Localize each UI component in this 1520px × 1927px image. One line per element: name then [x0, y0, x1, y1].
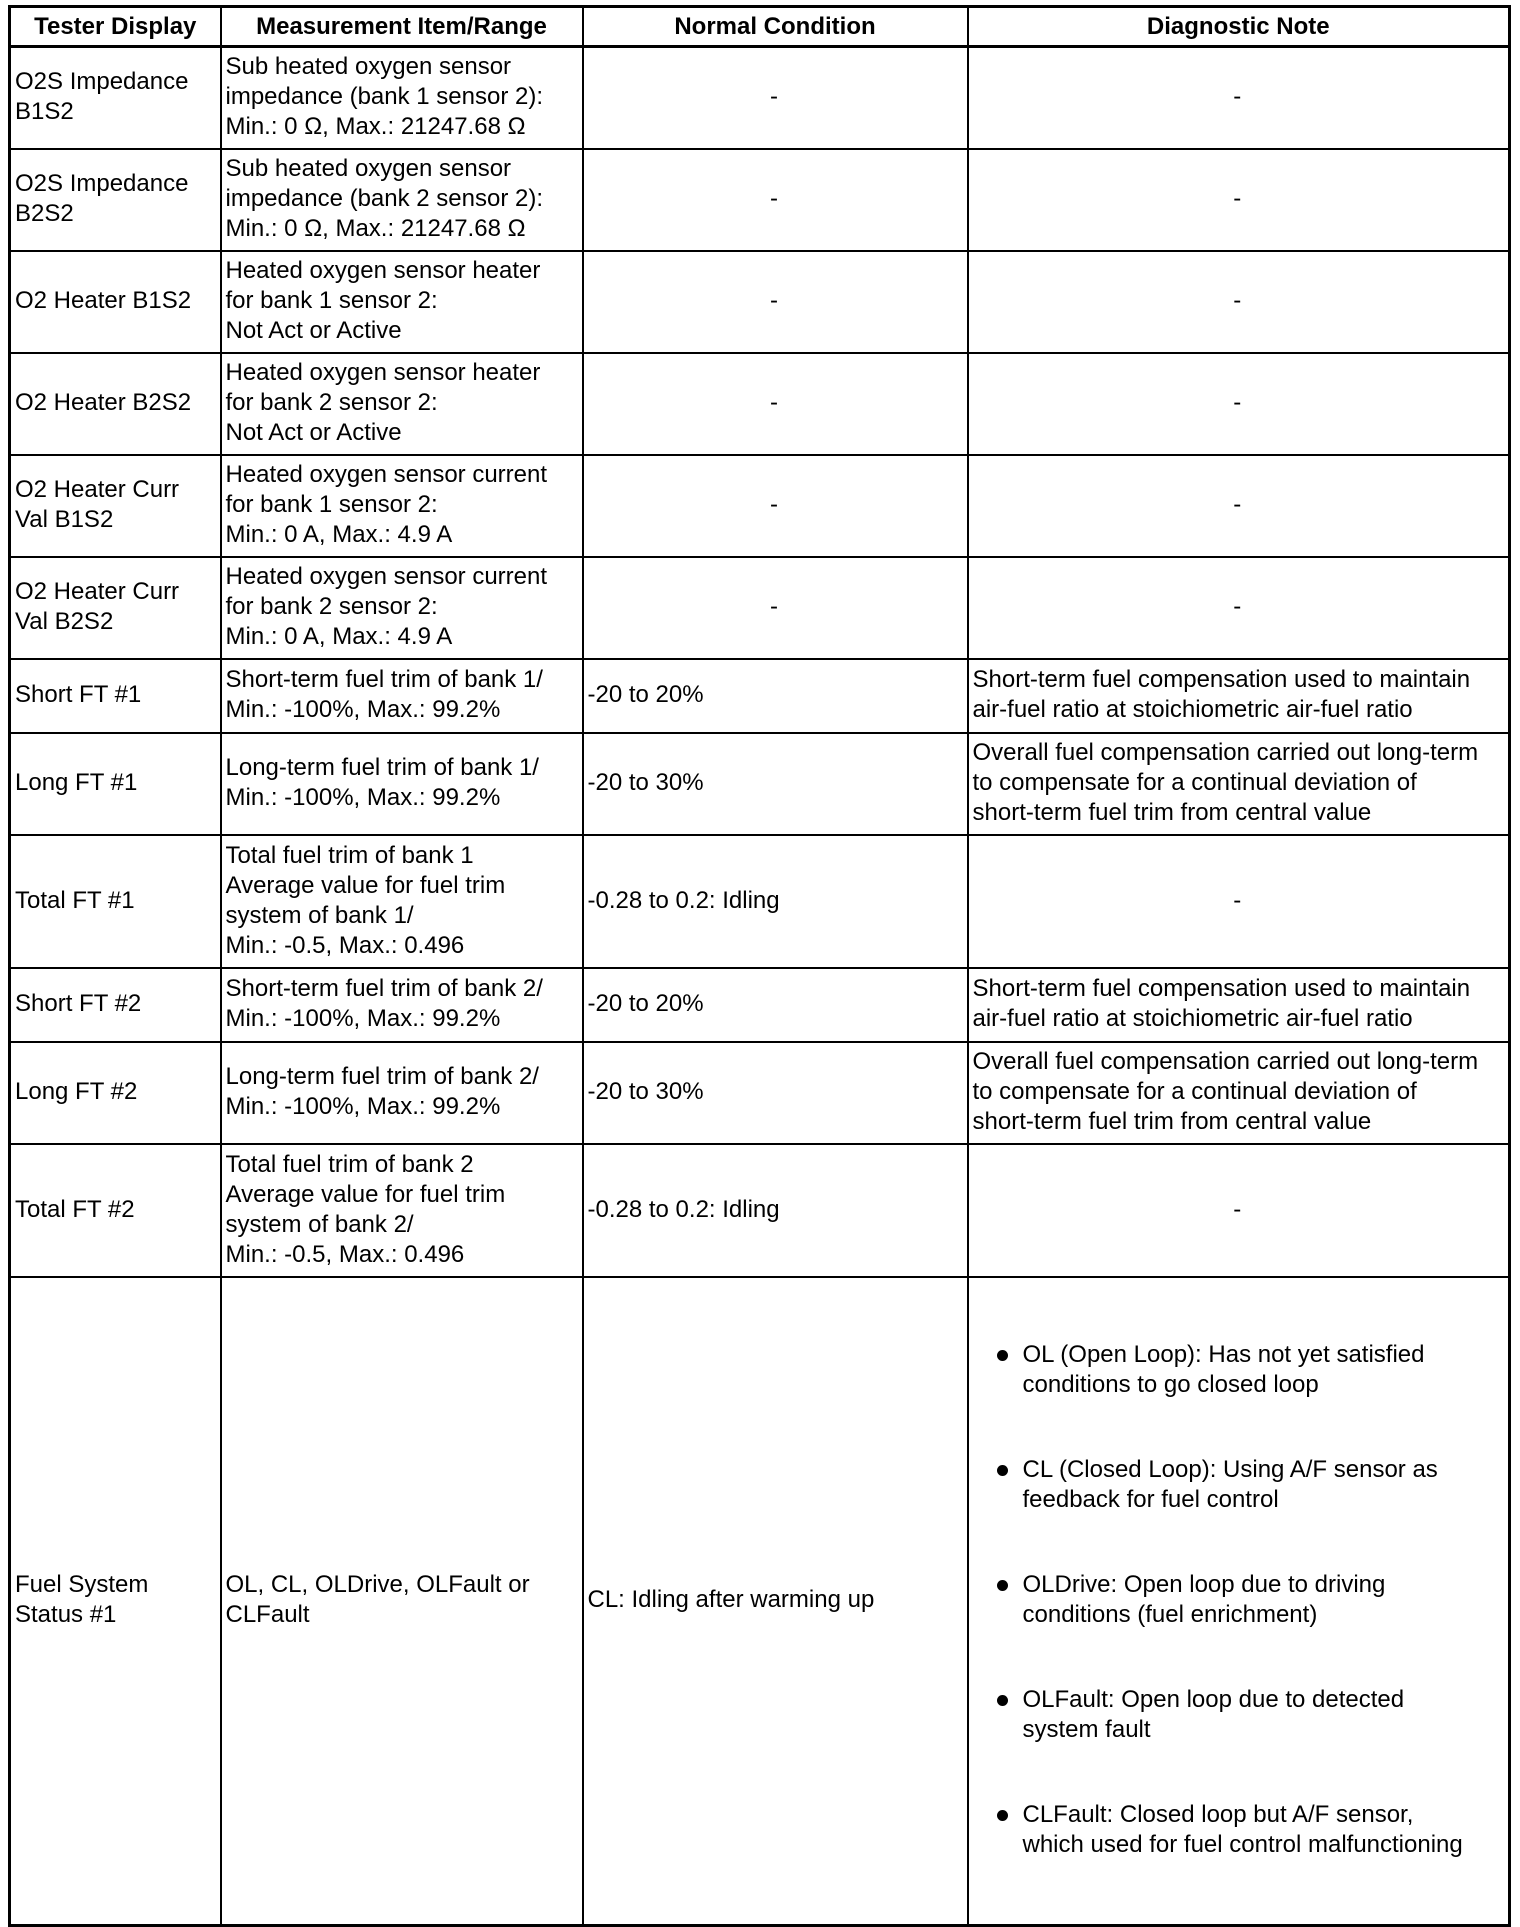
normal-condition-cell: -	[583, 47, 968, 150]
list-item-text: OLDrive: Open loop due to driving conditions (fuel enrichment)	[1022, 1571, 1386, 1628]
measurement-item-cell: Heated oxygen sensor heater for bank 1 sensor 2: Not Act or Active	[221, 251, 583, 353]
normal-condition-cell: CL: Idling after warming up	[583, 1277, 968, 1926]
list-item-text: CL (Closed Loop): Using A/F sensor as feedback for fuel control	[1022, 1456, 1438, 1513]
tester-display-cell: Total FT #1	[10, 835, 221, 968]
diagnostic-note-cell: -	[968, 455, 1510, 557]
diagnostic-note-cell: -	[968, 353, 1510, 455]
measurement-item-cell: Long-term fuel trim of bank 2/ Min.: -100%, Max.: 99.2%	[221, 1042, 583, 1144]
header-diagnostic-note: Diagnostic Note	[968, 7, 1510, 47]
diagnostic-note-cell: Short-term fuel compensation used to maintain air-fuel ratio at stoichiometric air-fuel ratio	[968, 968, 1510, 1042]
measurement-item-cell: Short-term fuel trim of bank 2/ Min.: -100%, Max.: 99.2%	[221, 968, 583, 1042]
tester-display-cell: O2S Impedance B1S2	[10, 47, 221, 150]
normal-condition-cell: -	[583, 149, 968, 251]
header-normal-condition: Normal Condition	[583, 7, 968, 47]
measurement-item-cell: Total fuel trim of bank 2 Average value for fuel trim system of bank 2/ Min.: -0.5, Max.: 0.496	[221, 1144, 583, 1277]
measurement-item-cell: OL, CL, OLDrive, OLFault or CLFault	[221, 1277, 583, 1926]
table-row	[10, 149, 1510, 251]
table-row	[10, 968, 1510, 1042]
measurement-item-cell: Short-term fuel trim of bank 1/ Min.: -100%, Max.: 99.2%	[221, 659, 583, 733]
list-item	[981, 1340, 1503, 1400]
list-item	[981, 1685, 1503, 1745]
bullet-dot-icon	[997, 1350, 1008, 1361]
diagnostic-note-cell	[968, 1277, 1510, 1926]
bullet-dot-icon	[997, 1465, 1008, 1476]
bullet-dot-icon	[997, 1580, 1008, 1591]
diagnostic-note-cell: -	[968, 251, 1510, 353]
bullet-dot-icon	[997, 1810, 1008, 1821]
normal-condition-cell: -20 to 20%	[583, 659, 968, 733]
tester-display-cell: O2 Heater Curr Val B2S2	[10, 557, 221, 659]
table-row	[10, 353, 1510, 455]
normal-condition-cell: -0.28 to 0.2: Idling	[583, 835, 968, 968]
normal-condition-cell: -0.28 to 0.2: Idling	[583, 1144, 968, 1277]
diagnostic-data-table	[8, 5, 1511, 1927]
fuel-system-status-list	[973, 1310, 1503, 1890]
normal-condition-cell: -20 to 20%	[583, 968, 968, 1042]
table-row	[10, 733, 1510, 835]
table-row	[10, 557, 1510, 659]
measurement-item-cell: Heated oxygen sensor current for bank 2 sensor 2: Min.: 0 A, Max.: 4.9 A	[221, 557, 583, 659]
measurement-item-cell: Sub heated oxygen sensor impedance (bank 1 sensor 2): Min.: 0 Ω, Max.: 21247.68 Ω	[221, 47, 583, 150]
diagnostic-note-cell: Overall fuel compensation carried out long-term to compensate for a continual deviation of short-term fuel trim from central value	[968, 1042, 1510, 1144]
list-item-text: CLFault: Closed loop but A/F sensor, which used for fuel control malfunctioning	[1022, 1801, 1463, 1858]
diagnostic-data-table-sheet	[8, 5, 1508, 1927]
header-tester-display: Tester Display	[10, 7, 221, 47]
diagnostic-note-cell: Short-term fuel compensation used to maintain air-fuel ratio at stoichiometric air-fuel ratio	[968, 659, 1510, 733]
measurement-item-cell: Long-term fuel trim of bank 1/ Min.: -100%, Max.: 99.2%	[221, 733, 583, 835]
tester-display-cell: O2 Heater B1S2	[10, 251, 221, 353]
diagnostic-note-cell: -	[968, 149, 1510, 251]
tester-display-cell: Long FT #2	[10, 1042, 221, 1144]
measurement-item-cell: Sub heated oxygen sensor impedance (bank 2 sensor 2): Min.: 0 Ω, Max.: 21247.68 Ω	[221, 149, 583, 251]
list-item	[981, 1455, 1503, 1515]
diagnostic-note-cell: -	[968, 1144, 1510, 1277]
normal-condition-cell: -	[583, 557, 968, 659]
measurement-item-cell: Total fuel trim of bank 1 Average value for fuel trim system of bank 1/ Min.: -0.5, Max.: 0.496	[221, 835, 583, 968]
table-row	[10, 251, 1510, 353]
measurement-item-cell: Heated oxygen sensor current for bank 1 sensor 2: Min.: 0 A, Max.: 4.9 A	[221, 455, 583, 557]
table-row	[10, 455, 1510, 557]
tester-display-cell: Long FT #1	[10, 733, 221, 835]
tester-display-cell: O2 Heater Curr Val B1S2	[10, 455, 221, 557]
header-measurement-item: Measurement Item/Range	[221, 7, 583, 47]
table-row	[10, 1042, 1510, 1144]
bullet-dot-icon	[997, 1695, 1008, 1706]
list-item	[981, 1570, 1503, 1630]
table-row	[10, 1144, 1510, 1277]
normal-condition-cell: -	[583, 455, 968, 557]
list-item-text: OL (Open Loop): Has not yet satisfied conditions to go closed loop	[1022, 1341, 1425, 1398]
table-row	[10, 659, 1510, 733]
list-item	[981, 1800, 1503, 1860]
tester-display-cell: Fuel System Status #1	[10, 1277, 221, 1926]
diagnostic-note-cell: Overall fuel compensation carried out long-term to compensate for a continual deviation of short-term fuel trim from central value	[968, 733, 1510, 835]
list-item-text: OLFault: Open loop due to detected system fault	[1022, 1686, 1405, 1743]
tester-display-cell: O2S Impedance B2S2	[10, 149, 221, 251]
diagnostic-note-cell: -	[968, 835, 1510, 968]
table-row	[10, 47, 1510, 150]
tester-display-cell: Short FT #2	[10, 968, 221, 1042]
diagnostic-note-cell: -	[968, 47, 1510, 150]
normal-condition-cell: -	[583, 251, 968, 353]
table-row	[10, 835, 1510, 968]
normal-condition-cell: -20 to 30%	[583, 733, 968, 835]
normal-condition-cell: -	[583, 353, 968, 455]
normal-condition-cell: -20 to 30%	[583, 1042, 968, 1144]
tester-display-cell: O2 Heater B2S2	[10, 353, 221, 455]
table-row	[10, 1277, 1510, 1926]
tester-display-cell: Short FT #1	[10, 659, 221, 733]
diagnostic-note-cell: -	[968, 557, 1510, 659]
header-row	[10, 7, 1510, 47]
measurement-item-cell: Heated oxygen sensor heater for bank 2 sensor 2: Not Act or Active	[221, 353, 583, 455]
tester-display-cell: Total FT #2	[10, 1144, 221, 1277]
